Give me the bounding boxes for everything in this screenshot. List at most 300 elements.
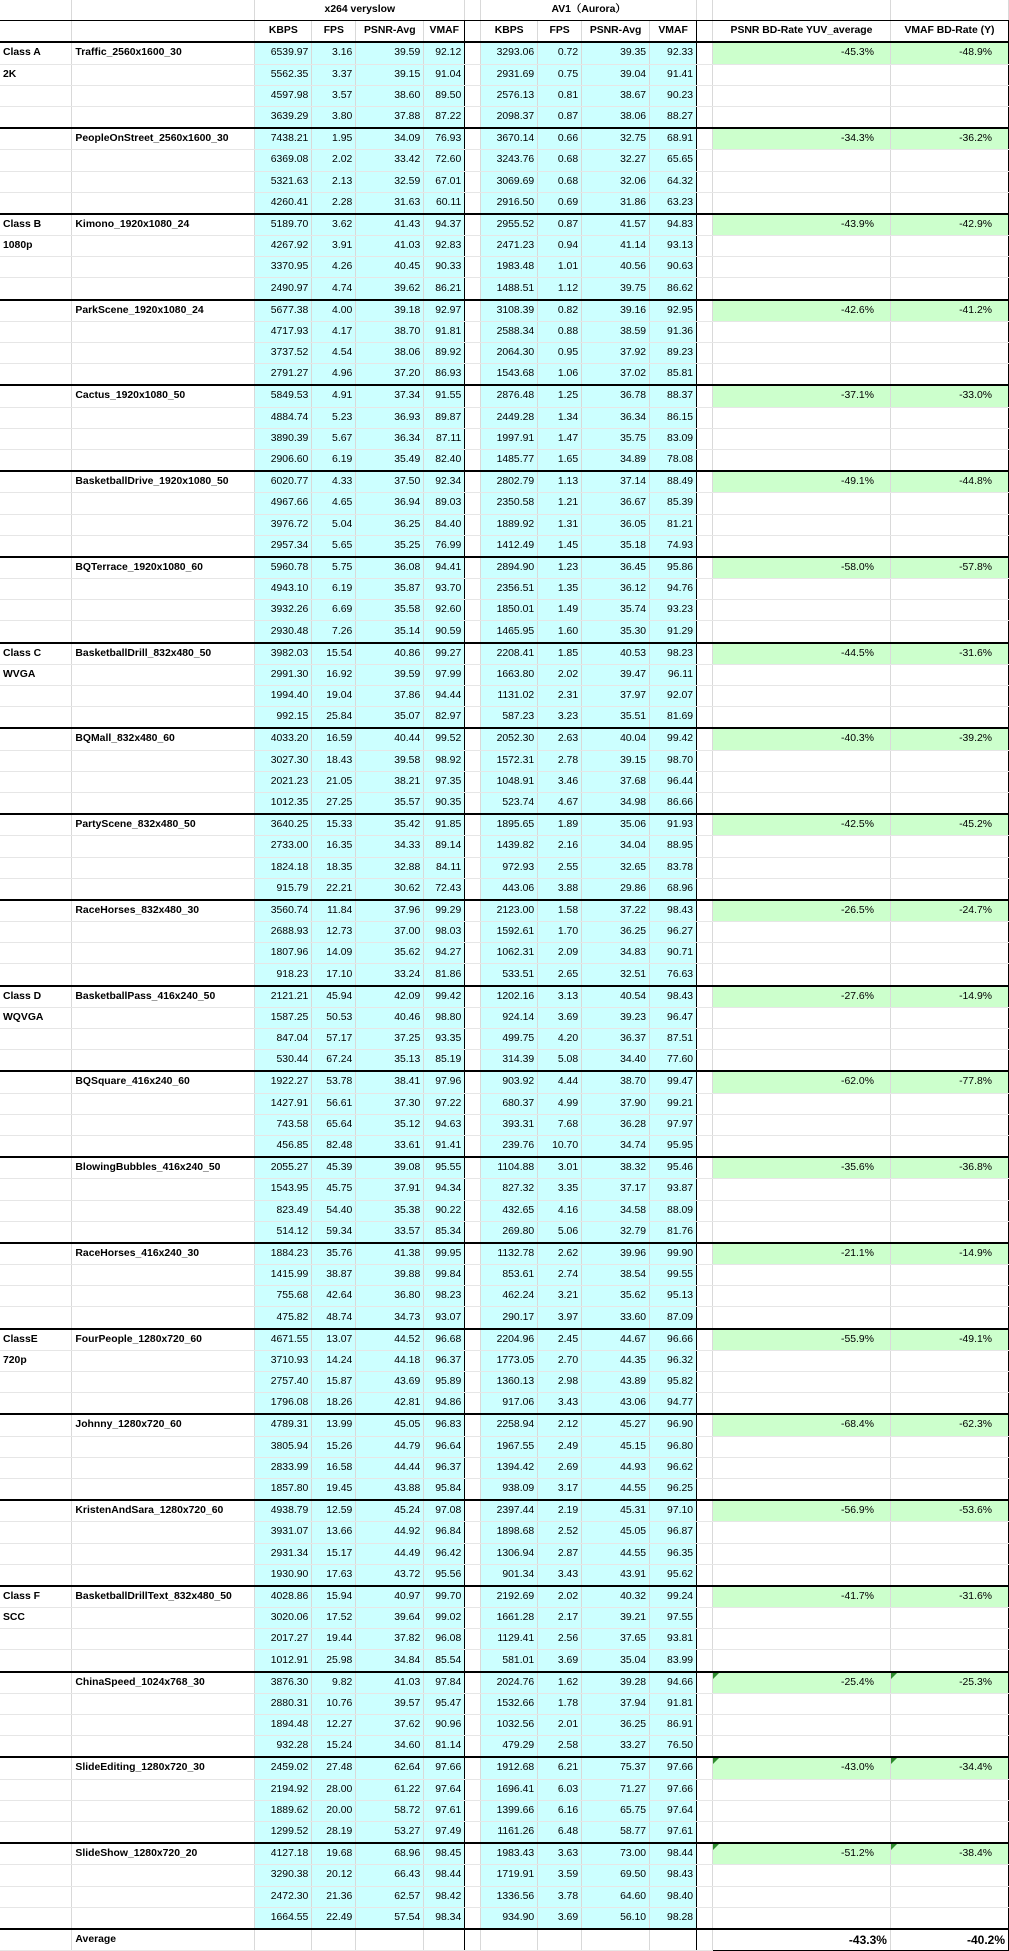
sequence-name: FourPeople_1280x720_60 — [72, 1329, 255, 1351]
x264-kbps-cell: 4127.18 — [255, 1843, 312, 1865]
x264-fps-cell: 19.68 — [312, 1843, 356, 1865]
table-row — [0, 1007, 1009, 1028]
bd-rate-blank — [890, 343, 1008, 364]
av1-psnr-cell: 37.94 — [582, 1693, 650, 1714]
x264-fps-cell: 5.04 — [312, 514, 356, 535]
av1-fps-cell: 6.48 — [538, 1821, 582, 1843]
x264-fps-cell: 28.19 — [312, 1821, 356, 1843]
gap-cell — [465, 1800, 481, 1821]
av1-vmaf-cell: 95.62 — [650, 1564, 697, 1586]
av1-kbps-cell: 1488.51 — [481, 278, 538, 300]
bd-rate-blank — [713, 1629, 891, 1650]
table-row — [0, 278, 1009, 300]
av1-kbps-cell: 2916.50 — [481, 192, 538, 214]
av1-vmaf-cell: 83.78 — [650, 857, 697, 878]
class-blank — [0, 1800, 72, 1821]
sequence-blank — [72, 1179, 255, 1200]
table-row — [0, 1329, 1009, 1351]
bd-rate-blank — [890, 878, 1008, 900]
table-row — [0, 1221, 1009, 1243]
gap-cell — [465, 771, 481, 792]
gap-cell — [465, 728, 481, 750]
av1-kbps-cell: 1412.49 — [481, 535, 538, 557]
av1-vmaf-cell: 96.35 — [650, 1543, 697, 1564]
av1-fps-cell: 1.65 — [538, 449, 582, 471]
x264-vmaf-cell: 98.44 — [424, 1865, 465, 1886]
av1-kbps-cell: 1889.92 — [481, 514, 538, 535]
x264-psnr-cell: 41.38 — [356, 1243, 424, 1265]
av1-kbps-cell: 1983.48 — [481, 257, 538, 278]
x264-kbps-cell: 1922.27 — [255, 1071, 312, 1093]
table-row — [0, 621, 1009, 643]
av1-psnr-cell: 39.35 — [582, 42, 650, 64]
class-resolution — [0, 1265, 72, 1286]
bd-rate-blank — [890, 1736, 1008, 1758]
table-row — [0, 106, 1009, 128]
av1-kbps-cell: 533.51 — [481, 964, 538, 986]
x264-kbps-cell: 7438.21 — [255, 128, 312, 150]
class-blank — [0, 1114, 72, 1135]
bd-rate-blank — [890, 792, 1008, 814]
x264-vmaf-cell: 89.14 — [424, 836, 465, 857]
av1-fps-cell: 5.08 — [538, 1050, 582, 1072]
av1-psnr-cell: 35.18 — [582, 535, 650, 557]
sequence-blank — [72, 1522, 255, 1543]
av1-fps-cell: 2.02 — [538, 1586, 582, 1608]
table-row — [0, 1843, 1009, 1865]
sequence-blank — [72, 278, 255, 300]
av1-fps-cell: 3.35 — [538, 1179, 582, 1200]
gap-cell — [697, 128, 713, 150]
av1-psnr-cell: 56.10 — [582, 1907, 650, 1929]
av1-vmaf-cell: 86.66 — [650, 792, 697, 814]
bd-rate-blank — [713, 1050, 891, 1072]
class-resolution — [0, 1865, 72, 1886]
sequence-blank — [72, 600, 255, 621]
x264-psnr-cell: 40.97 — [356, 1586, 424, 1608]
av1-vmaf-cell: 94.76 — [650, 579, 697, 600]
av1-fps-cell: 2.17 — [538, 1608, 582, 1629]
av1-psnr-cell: 37.90 — [582, 1093, 650, 1114]
table-row — [0, 1779, 1009, 1800]
table-row — [0, 579, 1009, 600]
bd-rate-blank — [890, 964, 1008, 986]
x264-fps-cell: 12.73 — [312, 922, 356, 943]
x264-kbps-cell: 847.04 — [255, 1029, 312, 1050]
av1-fps-cell: 3.59 — [538, 1865, 582, 1886]
x264-psnr-cell: 68.96 — [356, 1843, 424, 1865]
x264-kbps-cell: 5960.78 — [255, 557, 312, 579]
x264-kbps-cell: 514.12 — [255, 1221, 312, 1243]
table-row — [0, 922, 1009, 943]
av1-kbps-cell: 1663.80 — [481, 664, 538, 685]
x264-kbps-cell: 456.85 — [255, 1135, 312, 1157]
table-row — [0, 1029, 1009, 1050]
x264-vmaf-cell: 98.80 — [424, 1007, 465, 1028]
bd-rate-blank — [890, 1307, 1008, 1329]
bd-rate-blank — [890, 1693, 1008, 1714]
bd-rate-blank — [713, 1265, 891, 1286]
av1-fps-cell: 0.69 — [538, 192, 582, 214]
av1-vmaf-cell: 81.76 — [650, 1221, 697, 1243]
x264-kbps-cell: 1994.40 — [255, 686, 312, 707]
x264-fps-cell: 59.34 — [312, 1221, 356, 1243]
av1-vmaf-cell: 99.21 — [650, 1093, 697, 1114]
av1-fps-cell: 3.88 — [538, 878, 582, 900]
av1-kbps-cell: 1543.68 — [481, 364, 538, 386]
av1-fps-cell: 2.55 — [538, 857, 582, 878]
class-resolution — [0, 579, 72, 600]
sequence-name: BasketballDrill_832x480_50 — [72, 643, 255, 665]
gap-cell — [465, 707, 481, 729]
sequence-name: BQSquare_416x240_60 — [72, 1071, 255, 1093]
x264-fps-cell: 17.63 — [312, 1564, 356, 1586]
class-label — [0, 1414, 72, 1436]
av1-vmaf-cell: 90.71 — [650, 943, 697, 964]
sequence-name: PartyScene_832x480_50 — [72, 814, 255, 836]
x264-fps-cell: 19.45 — [312, 1478, 356, 1500]
gap-cell — [465, 814, 481, 836]
x264-kbps-cell: 2194.92 — [255, 1779, 312, 1800]
av1-kbps-cell: 1912.68 — [481, 1757, 538, 1779]
av1-psnr-cell: 44.67 — [582, 1329, 650, 1351]
x264-fps-cell: 6.69 — [312, 600, 356, 621]
average-blank — [481, 1929, 538, 1951]
header-blank — [0, 21, 72, 43]
bd-rate-blank — [713, 1608, 891, 1629]
x264-fps-cell: 15.26 — [312, 1436, 356, 1457]
x264-fps-cell: 65.64 — [312, 1114, 356, 1135]
bd-rate-blank — [890, 1007, 1008, 1028]
gap-cell — [697, 1221, 713, 1243]
header-av1: AV1（Aurora） — [481, 0, 697, 21]
x264-vmaf-cell: 97.35 — [424, 771, 465, 792]
x264-kbps-cell: 1012.35 — [255, 792, 312, 814]
class-label: Class F — [0, 1586, 72, 1608]
x264-psnr-cell: 36.34 — [356, 428, 424, 449]
bd-rate-vmaf-cell: -31.6% — [890, 1586, 1008, 1608]
x264-vmaf-cell: 99.42 — [424, 986, 465, 1008]
x264-fps-cell: 82.48 — [312, 1135, 356, 1157]
bd-rate-blank — [713, 278, 891, 300]
gap-cell — [697, 643, 713, 665]
average-blank — [312, 1929, 356, 1951]
x264-fps-cell: 48.74 — [312, 1307, 356, 1329]
x264-fps-cell: 14.24 — [312, 1350, 356, 1371]
class-blank — [0, 1393, 72, 1415]
bd-rate-blank — [713, 1736, 891, 1758]
bd-rate-blank — [713, 1886, 891, 1907]
av1-kbps-cell: 462.24 — [481, 1286, 538, 1307]
table-row — [0, 1286, 1009, 1307]
class-resolution: 2K — [0, 64, 72, 85]
gap-cell — [465, 1757, 481, 1779]
av1-fps-cell: 4.67 — [538, 792, 582, 814]
av1-kbps-cell: 2258.94 — [481, 1414, 538, 1436]
x264-vmaf-cell: 76.99 — [424, 535, 465, 557]
x264-psnr-cell: 33.57 — [356, 1221, 424, 1243]
x264-psnr-cell: 40.86 — [356, 643, 424, 665]
x264-vmaf-cell: 97.84 — [424, 1672, 465, 1694]
av1-psnr-cell: 45.31 — [582, 1500, 650, 1522]
gap-cell — [465, 1715, 481, 1736]
gap-cell — [697, 836, 713, 857]
sequence-blank — [72, 1286, 255, 1307]
x264-psnr-cell: 37.96 — [356, 900, 424, 922]
table-row — [0, 1157, 1009, 1179]
av1-kbps-cell: 1773.05 — [481, 1350, 538, 1371]
av1-kbps-cell: 1661.28 — [481, 1608, 538, 1629]
av1-kbps-cell: 1465.95 — [481, 621, 538, 643]
table-row — [0, 1350, 1009, 1371]
av1-psnr-cell: 32.79 — [582, 1221, 650, 1243]
x264-kbps-cell: 3027.30 — [255, 750, 312, 771]
x264-vmaf-cell: 82.97 — [424, 707, 465, 729]
gap-cell — [697, 1757, 713, 1779]
x264-psnr-cell: 66.43 — [356, 1865, 424, 1886]
table-row — [0, 1907, 1009, 1929]
class-resolution — [0, 1693, 72, 1714]
x264-vmaf-cell: 85.19 — [424, 1050, 465, 1072]
class-label — [0, 1500, 72, 1522]
bd-rate-blank — [890, 579, 1008, 600]
x264-vmaf-cell: 98.34 — [424, 1907, 465, 1929]
av1-psnr-cell: 39.21 — [582, 1608, 650, 1629]
x264-fps-cell: 35.76 — [312, 1243, 356, 1265]
bd-rate-blank — [713, 449, 891, 471]
av1-vmaf-cell: 90.63 — [650, 257, 697, 278]
table-row — [0, 1886, 1009, 1907]
table-row — [0, 1436, 1009, 1457]
x264-psnr-cell: 44.79 — [356, 1436, 424, 1457]
av1-fps-cell: 1.70 — [538, 922, 582, 943]
gap-cell — [697, 278, 713, 300]
bd-rate-vmaf-cell: -25.3% — [890, 1672, 1008, 1694]
average-blank — [465, 1929, 481, 1951]
x264-psnr-cell: 40.44 — [356, 728, 424, 750]
gap-cell — [465, 1307, 481, 1329]
gap-cell — [697, 1007, 713, 1028]
x264-fps-cell: 45.75 — [312, 1179, 356, 1200]
gap-cell — [465, 257, 481, 278]
gap-cell — [465, 1522, 481, 1543]
sequence-name: BlowingBubbles_416x240_50 — [72, 1157, 255, 1179]
gap-cell — [465, 1736, 481, 1758]
av1-vmaf-cell: 91.41 — [650, 64, 697, 85]
x264-fps-cell: 13.07 — [312, 1329, 356, 1351]
x264-kbps-cell: 2459.02 — [255, 1757, 312, 1779]
bd-rate-blank — [713, 236, 891, 257]
av1-psnr-cell: 32.65 — [582, 857, 650, 878]
av1-fps-cell: 1.47 — [538, 428, 582, 449]
av1-kbps-cell: 1485.77 — [481, 449, 538, 471]
av1-psnr-cell: 35.51 — [582, 707, 650, 729]
av1-kbps-cell: 3243.76 — [481, 150, 538, 171]
av1-vmaf-cell: 85.39 — [650, 493, 697, 514]
av1-kbps-cell: 3670.14 — [481, 128, 538, 150]
av1-psnr-cell: 38.70 — [582, 1071, 650, 1093]
gap-cell — [697, 707, 713, 729]
av1-psnr-cell: 45.27 — [582, 1414, 650, 1436]
gap-cell — [465, 792, 481, 814]
gap-cell — [697, 1050, 713, 1072]
bd-rate-blank — [713, 964, 891, 986]
x264-psnr-cell: 41.03 — [356, 236, 424, 257]
av1-kbps-cell: 1572.31 — [481, 750, 538, 771]
x264-psnr-cell: 36.25 — [356, 514, 424, 535]
av1-fps-cell: 3.46 — [538, 771, 582, 792]
av1-vmaf-cell: 98.43 — [650, 900, 697, 922]
x264-vmaf-cell: 90.33 — [424, 257, 465, 278]
bd-rate-psnr-cell: -44.5% — [713, 643, 891, 665]
gap-cell — [465, 471, 481, 493]
x264-fps-cell: 25.98 — [312, 1650, 356, 1672]
av1-vmaf-cell: 96.32 — [650, 1350, 697, 1371]
x264-kbps-cell: 3890.39 — [255, 428, 312, 449]
gap-cell — [697, 514, 713, 535]
sequence-blank — [72, 85, 255, 106]
class-label: ClassE — [0, 1329, 72, 1351]
bd-rate-blank — [713, 514, 891, 535]
bd-rate-vmaf-cell: -49.1% — [890, 1329, 1008, 1351]
table-row — [0, 493, 1009, 514]
bd-rate-blank — [713, 1286, 891, 1307]
av1-kbps-cell: 1895.65 — [481, 814, 538, 836]
bd-rate-blank — [890, 407, 1008, 428]
av1-psnr-cell: 36.25 — [582, 922, 650, 943]
av1-fps-cell: 2.12 — [538, 1414, 582, 1436]
av1-kbps-cell: 2955.52 — [481, 214, 538, 236]
sequence-name: PeopleOnStreet_2560x1600_30 — [72, 128, 255, 150]
av1-vmaf-cell: 92.95 — [650, 300, 697, 322]
av1-fps-cell: 2.31 — [538, 686, 582, 707]
bd-rate-psnr-cell: -37.1% — [713, 385, 891, 407]
x264-psnr-cell: 35.42 — [356, 814, 424, 836]
x264-psnr-cell: 35.07 — [356, 707, 424, 729]
bd-rate-blank — [890, 236, 1008, 257]
x264-psnr-cell: 43.69 — [356, 1372, 424, 1393]
av1-vmaf-cell: 96.44 — [650, 771, 697, 792]
gap-cell — [465, 300, 481, 322]
table-row — [0, 1672, 1009, 1694]
bd-rate-blank — [890, 535, 1008, 557]
bd-rate-blank — [890, 707, 1008, 729]
av1-fps-cell: 1.23 — [538, 557, 582, 579]
class-label — [0, 1843, 72, 1865]
x264-vmaf-cell: 91.85 — [424, 814, 465, 836]
x264-vmaf-cell: 95.47 — [424, 1693, 465, 1714]
gap-cell — [465, 236, 481, 257]
av1-vmaf-cell: 96.80 — [650, 1436, 697, 1457]
header-gap — [465, 0, 481, 21]
x264-vmaf-cell: 94.37 — [424, 214, 465, 236]
x264-psnr-cell: 43.72 — [356, 1564, 424, 1586]
x264-fps-cell: 27.48 — [312, 1757, 356, 1779]
x264-vmaf-cell: 94.34 — [424, 1179, 465, 1200]
x264-vmaf-cell: 97.49 — [424, 1821, 465, 1843]
sequence-blank — [72, 1221, 255, 1243]
av1-kbps-cell: 581.01 — [481, 1650, 538, 1672]
bd-rate-blank — [713, 1200, 891, 1221]
x264-psnr-cell: 38.06 — [356, 343, 424, 364]
table-row — [0, 600, 1009, 621]
bd-rate-blank — [713, 1179, 891, 1200]
average-blank — [255, 1929, 312, 1951]
x264-vmaf-cell: 94.27 — [424, 943, 465, 964]
av1-vmaf-cell: 96.27 — [650, 922, 697, 943]
average-blank — [0, 1929, 72, 1951]
x264-psnr-cell: 61.22 — [356, 1779, 424, 1800]
bd-rate-blank — [713, 192, 891, 214]
x264-vmaf-cell: 96.37 — [424, 1457, 465, 1478]
x264-psnr-cell: 34.09 — [356, 128, 424, 150]
x264-kbps-cell: 2930.48 — [255, 621, 312, 643]
av1-fps-cell: 0.66 — [538, 128, 582, 150]
class-blank — [0, 621, 72, 643]
bd-rate-psnr-cell: -68.4% — [713, 1414, 891, 1436]
x264-kbps-cell: 2490.97 — [255, 278, 312, 300]
class-blank — [0, 1050, 72, 1072]
av1-fps-cell: 2.65 — [538, 964, 582, 986]
x264-psnr-cell: 38.70 — [356, 321, 424, 342]
gap-cell — [465, 1243, 481, 1265]
table-row — [0, 42, 1009, 64]
x264-fps-cell: 4.26 — [312, 257, 356, 278]
av1-fps-cell: 3.23 — [538, 707, 582, 729]
gap-cell — [697, 1093, 713, 1114]
x264-fps-cell: 19.44 — [312, 1629, 356, 1650]
bd-rate-blank — [713, 428, 891, 449]
x264-psnr-cell: 44.52 — [356, 1329, 424, 1351]
x264-psnr-cell: 37.91 — [356, 1179, 424, 1200]
gap-cell — [697, 343, 713, 364]
gap-cell — [697, 1522, 713, 1543]
class-resolution — [0, 1093, 72, 1114]
gap-cell — [465, 42, 481, 64]
sequence-blank — [72, 106, 255, 128]
header-gap — [465, 21, 481, 43]
av1-vmaf-cell: 95.82 — [650, 1372, 697, 1393]
x264-kbps-cell: 5677.38 — [255, 300, 312, 322]
av1-fps-cell: 3.69 — [538, 1007, 582, 1028]
header-row-groups — [0, 0, 1009, 21]
x264-vmaf-cell: 92.97 — [424, 300, 465, 322]
bd-rate-blank — [713, 321, 891, 342]
av1-psnr-cell: 41.57 — [582, 214, 650, 236]
class-label — [0, 557, 72, 579]
sequence-blank — [72, 1307, 255, 1329]
bd-rate-vmaf-cell: -42.9% — [890, 214, 1008, 236]
av1-fps-cell: 1.34 — [538, 407, 582, 428]
gap-cell — [697, 1071, 713, 1093]
x264-psnr-cell: 37.20 — [356, 364, 424, 386]
av1-vmaf-cell: 86.91 — [650, 1715, 697, 1736]
sequence-blank — [72, 1821, 255, 1843]
gap-cell — [465, 1135, 481, 1157]
sequence-name: BasketballPass_416x240_50 — [72, 986, 255, 1008]
table-row — [0, 385, 1009, 407]
x264-psnr-cell: 44.49 — [356, 1543, 424, 1564]
class-resolution — [0, 1522, 72, 1543]
col-header-x264-kbps: KBPS — [255, 21, 312, 43]
class-label — [0, 900, 72, 922]
class-blank — [0, 1543, 72, 1564]
table-row — [0, 257, 1009, 278]
bd-rate-blank — [713, 1221, 891, 1243]
table-row — [0, 1543, 1009, 1564]
av1-kbps-cell: 2876.48 — [481, 385, 538, 407]
x264-psnr-cell: 35.38 — [356, 1200, 424, 1221]
